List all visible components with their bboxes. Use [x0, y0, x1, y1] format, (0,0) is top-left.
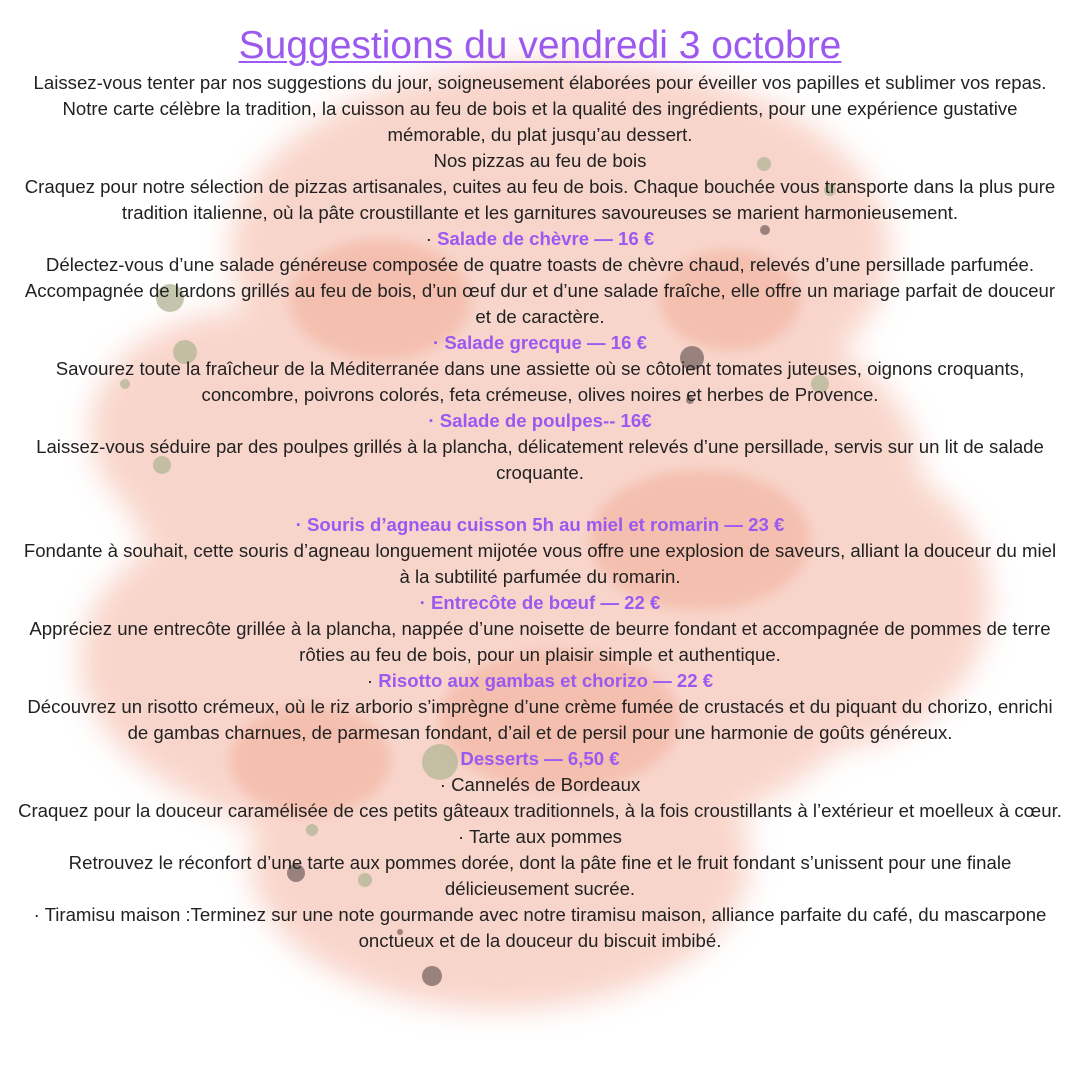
dessert-name-tarte: · Tarte aux pommes	[458, 826, 622, 847]
desserts-heading-text: Desserts — 6,50 €	[460, 748, 620, 769]
menu-item-name: · Salade grecque — 16 €	[433, 332, 647, 353]
pizza-description: Craquez pour notre sélection de pizzas artisanales, cuites au feu de bois. Chaque bouchée vous transporte dans la plus pure tradition italienne, où la pâte croustillante et les garnitures savoureuses se marient harmonieusement.	[24, 176, 1056, 223]
dessert-tiramisu: · Tiramisu maison :Terminez sur une note gourmande avec notre tiramisu maison, alliance parfaite du café, du mascarpone onctueux et de la douceur du biscuit imbibé.	[33, 904, 1047, 951]
menu-item-description: Laissez-vous séduire par des poulpes grillés à la plancha, délicatement relevés d’une persillade, servis sur un lit de salade croquante.	[36, 436, 1044, 483]
page-title: Suggestions du vendredi 3 octobre	[238, 24, 842, 67]
menu-item-name: Risotto aux gambas et chorizo — 22 €	[378, 670, 714, 691]
menu-item-name: · Souris d’agneau cuisson 5h au miel et romarin — 23 €	[295, 514, 785, 535]
pizza-heading: Nos pizzas au feu de bois	[433, 150, 647, 171]
menu-item-name: · Entrecôte de bœuf — 22 €	[419, 592, 661, 613]
spacer	[18, 486, 1062, 512]
menu-item-title	[18, 330, 1062, 356]
menu-item-title	[18, 226, 1062, 252]
menu-content	[18, 22, 1062, 954]
menu-item-name: · Salade de poulpes-- 16€	[428, 410, 652, 431]
menu-item-description: Savourez toute la fraîcheur de la Méditerranée dans une assiette où se côtoient tomates juteuses, oignons croquants, concombre, poivrons colorés, feta crémeuse, olives noires et herbes de Provence.	[55, 358, 1025, 405]
bullet: ·	[366, 670, 379, 691]
bullet: ·	[425, 228, 438, 249]
menu-item-title	[18, 512, 1062, 538]
menu-item-description: Appréciez une entrecôte grillée à la plancha, nappée d’une noisette de beurre fondant et accompagnée de pommes de terre rôties au feu de bois, pour un plaisir simple et authentique.	[29, 618, 1051, 665]
intro-paragraph: Laissez-vous tenter par nos suggestions du jour, soigneusement élaborées pour éveiller vos papilles et sublimer vos repas. Notre carte célèbre la tradition, la cuisson au feu de bois et la qualité des ingrédients, pour une expérience gustative mémorable, du plat jusqu’au dessert.	[33, 72, 1047, 145]
menu-item-description: Fondante à souhait, cette souris d’agneau longuement mijotée vous offre une explosion de saveurs, alliant la douceur du miel à la subtilité parfumée du romarin.	[23, 540, 1057, 587]
menu-item-description: Délectez-vous d’une salade généreuse composée de quatre toasts de chèvre chaud, relevés d’une persillade parfumée. Accompagnée de lardons grillés au feu de bois, d’un œuf dur et d’une salade fraîche, elle offre un mariage parfait de douceur et de caractère.	[24, 254, 1056, 327]
dessert-name-canneles: · Cannelés de Bordeaux	[439, 774, 641, 795]
menu-item-title	[18, 590, 1062, 616]
desserts-heading	[18, 746, 1062, 772]
menu-item-name: Salade de chèvre — 16 €	[437, 228, 655, 249]
menu-item-title	[18, 668, 1062, 694]
menu-item-description: Découvrez un risotto crémeux, où le riz arborio s’imprègne d’une crème fumée de crustacés et du piquant du chorizo, enrichi de gambas charnues, de parmesan fondant, d’ail et de persil pour une harmonie de goûts généreux.	[27, 696, 1053, 743]
dessert-description-tarte: Retrouvez le réconfort d’une tarte aux pommes dorée, dont la pâte fine et le fruit fondant s’unissent pour une finale délicieusement sucrée.	[68, 852, 1012, 899]
dessert-description-canneles: Craquez pour la douceur caramélisée de ces petits gâteaux traditionnels, à la fois croustillants à l’extérieur et moelleux à cœur.	[18, 800, 1062, 821]
menu-item-title	[18, 408, 1062, 434]
